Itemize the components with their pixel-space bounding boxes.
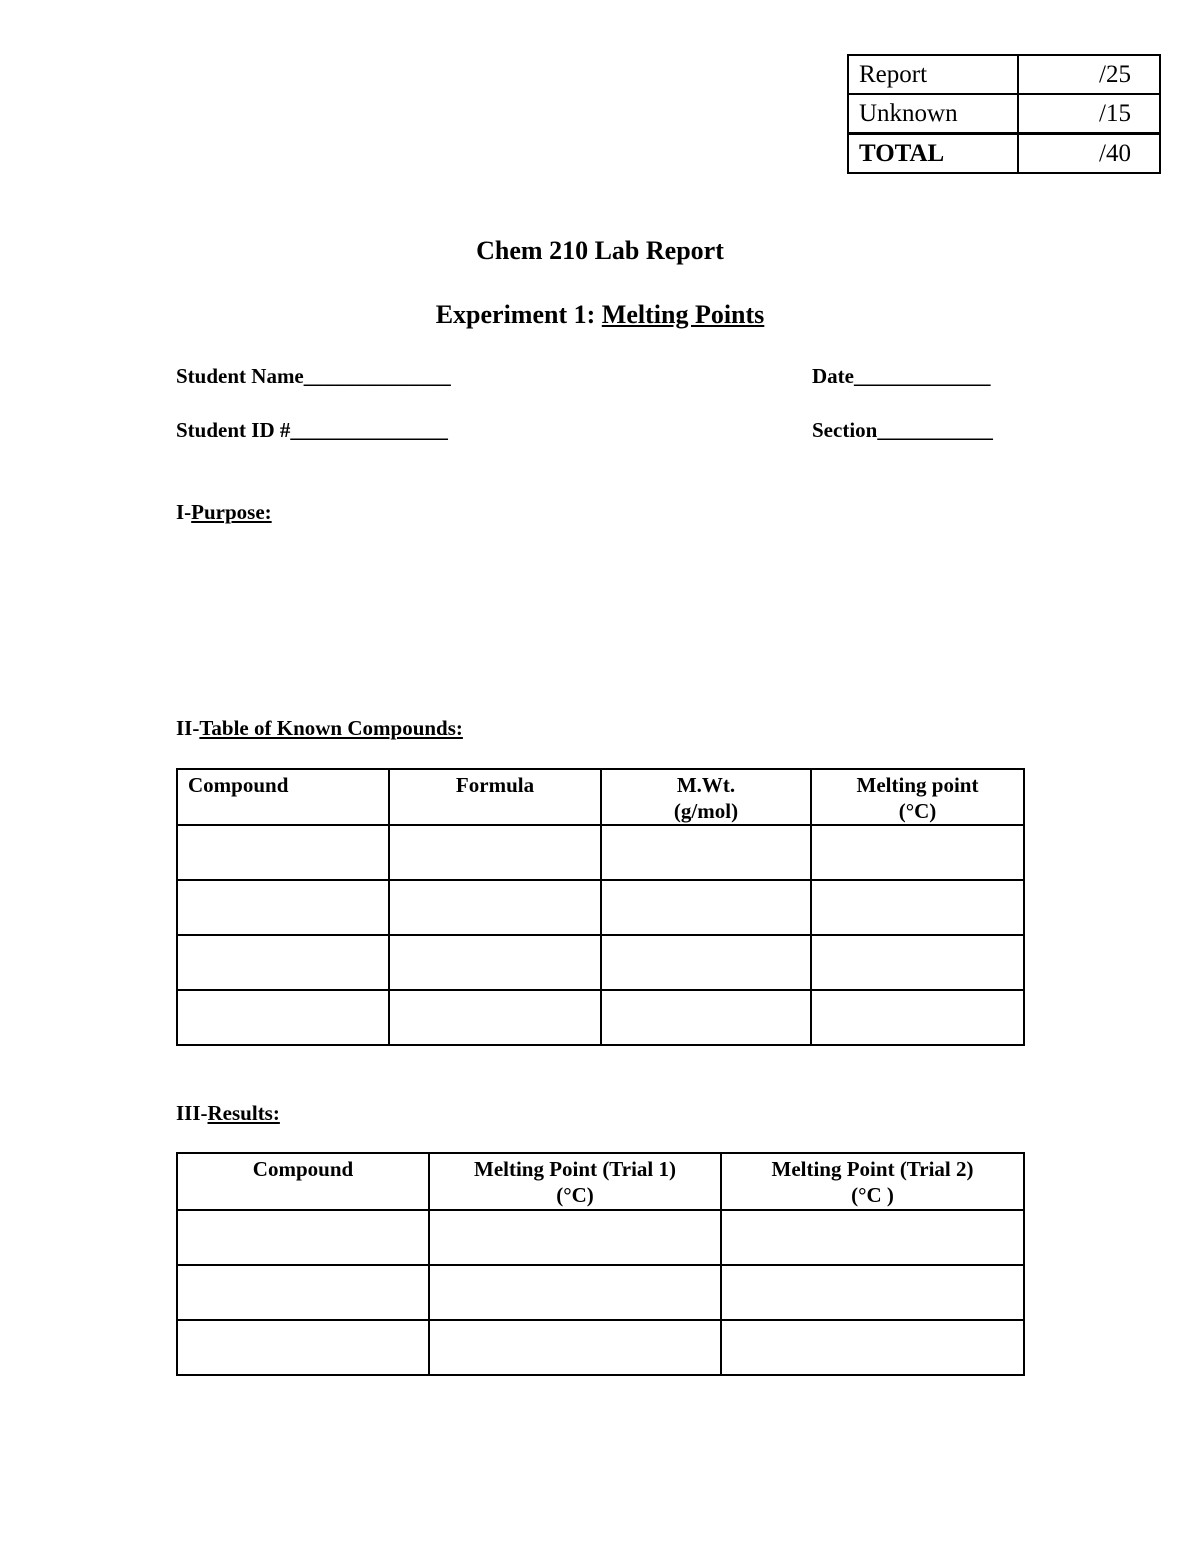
table-row: [177, 1210, 1024, 1265]
table-row: [177, 880, 1024, 935]
known-compounds-heading: [176, 716, 463, 741]
table-cell[interactable]: [811, 825, 1024, 880]
score-value: /40: [1018, 134, 1160, 174]
known-compounds-table: [176, 768, 1025, 1046]
score-label: Report: [848, 55, 1018, 94]
table-cell[interactable]: [177, 990, 389, 1045]
col-header-formula: Formula: [389, 769, 601, 825]
experiment-title: [0, 300, 1200, 330]
col-header-melting-point: Melting point (°C): [811, 769, 1024, 825]
table-cell[interactable]: [429, 1265, 721, 1320]
table-cell[interactable]: [177, 825, 389, 880]
table-cell[interactable]: [389, 880, 601, 935]
col-header-trial-1: Melting Point (Trial 1) (°C): [429, 1153, 721, 1210]
purpose-label: Purpose:: [191, 500, 272, 524]
score-row-total: [848, 134, 1160, 174]
table-cell[interactable]: [601, 825, 811, 880]
results-label: Results:: [207, 1101, 280, 1125]
score-label: Unknown: [848, 94, 1018, 134]
student-id-field[interactable]: Student ID #_______________: [176, 418, 448, 442]
section-field[interactable]: Section___________: [812, 418, 993, 442]
table-cell[interactable]: [811, 990, 1024, 1045]
table-header-row: [177, 1153, 1024, 1210]
table-cell[interactable]: [601, 880, 811, 935]
score-row-report: [848, 55, 1160, 94]
purpose-number: I-: [176, 500, 192, 524]
table-row: [177, 825, 1024, 880]
score-label: TOTAL: [848, 134, 1018, 174]
table-cell[interactable]: [177, 880, 389, 935]
results-heading: [176, 1101, 280, 1126]
col-header-trial-2: Melting Point (Trial 2) (°C ): [721, 1153, 1024, 1210]
table-cell[interactable]: [721, 1320, 1024, 1375]
table-cell[interactable]: [811, 880, 1024, 935]
results-table: [176, 1152, 1025, 1376]
table-row: [177, 990, 1024, 1045]
date-field[interactable]: Date_____________: [812, 364, 991, 388]
table-cell[interactable]: [389, 935, 601, 990]
purpose-heading: [176, 500, 272, 525]
table-cell[interactable]: [721, 1265, 1024, 1320]
results-number: III-: [176, 1101, 208, 1125]
table-cell[interactable]: [389, 990, 601, 1045]
table-cell[interactable]: [601, 990, 811, 1045]
score-row-unknown: [848, 94, 1160, 134]
table-row: [177, 935, 1024, 990]
table-cell[interactable]: [177, 1210, 429, 1265]
table-cell[interactable]: [177, 1320, 429, 1375]
table-row: [177, 1320, 1024, 1375]
known-number: II-: [176, 716, 200, 740]
table-row: [177, 1265, 1024, 1320]
col-header-compound: Compound: [177, 769, 389, 825]
table-cell[interactable]: [177, 935, 389, 990]
col-header-compound: Compound: [177, 1153, 429, 1210]
col-header-mwt: M.Wt. (g/mol): [601, 769, 811, 825]
table-cell[interactable]: [721, 1210, 1024, 1265]
table-cell[interactable]: [429, 1320, 721, 1375]
experiment-name: Melting Points: [601, 300, 765, 329]
table-cell[interactable]: [811, 935, 1024, 990]
score-value: /25: [1018, 55, 1160, 94]
table-cell[interactable]: [389, 825, 601, 880]
score-box: [847, 54, 1161, 174]
table-cell[interactable]: [429, 1210, 721, 1265]
table-header-row: [177, 769, 1024, 825]
table-cell[interactable]: [601, 935, 811, 990]
student-name-field[interactable]: Student Name______________: [176, 364, 451, 388]
page-title: Chem 210 Lab Report: [476, 236, 724, 265]
experiment-prefix: Experiment 1:: [435, 300, 602, 329]
known-label: Table of Known Compounds:: [199, 716, 463, 740]
score-value: /15: [1018, 94, 1160, 134]
table-cell[interactable]: [177, 1265, 429, 1320]
